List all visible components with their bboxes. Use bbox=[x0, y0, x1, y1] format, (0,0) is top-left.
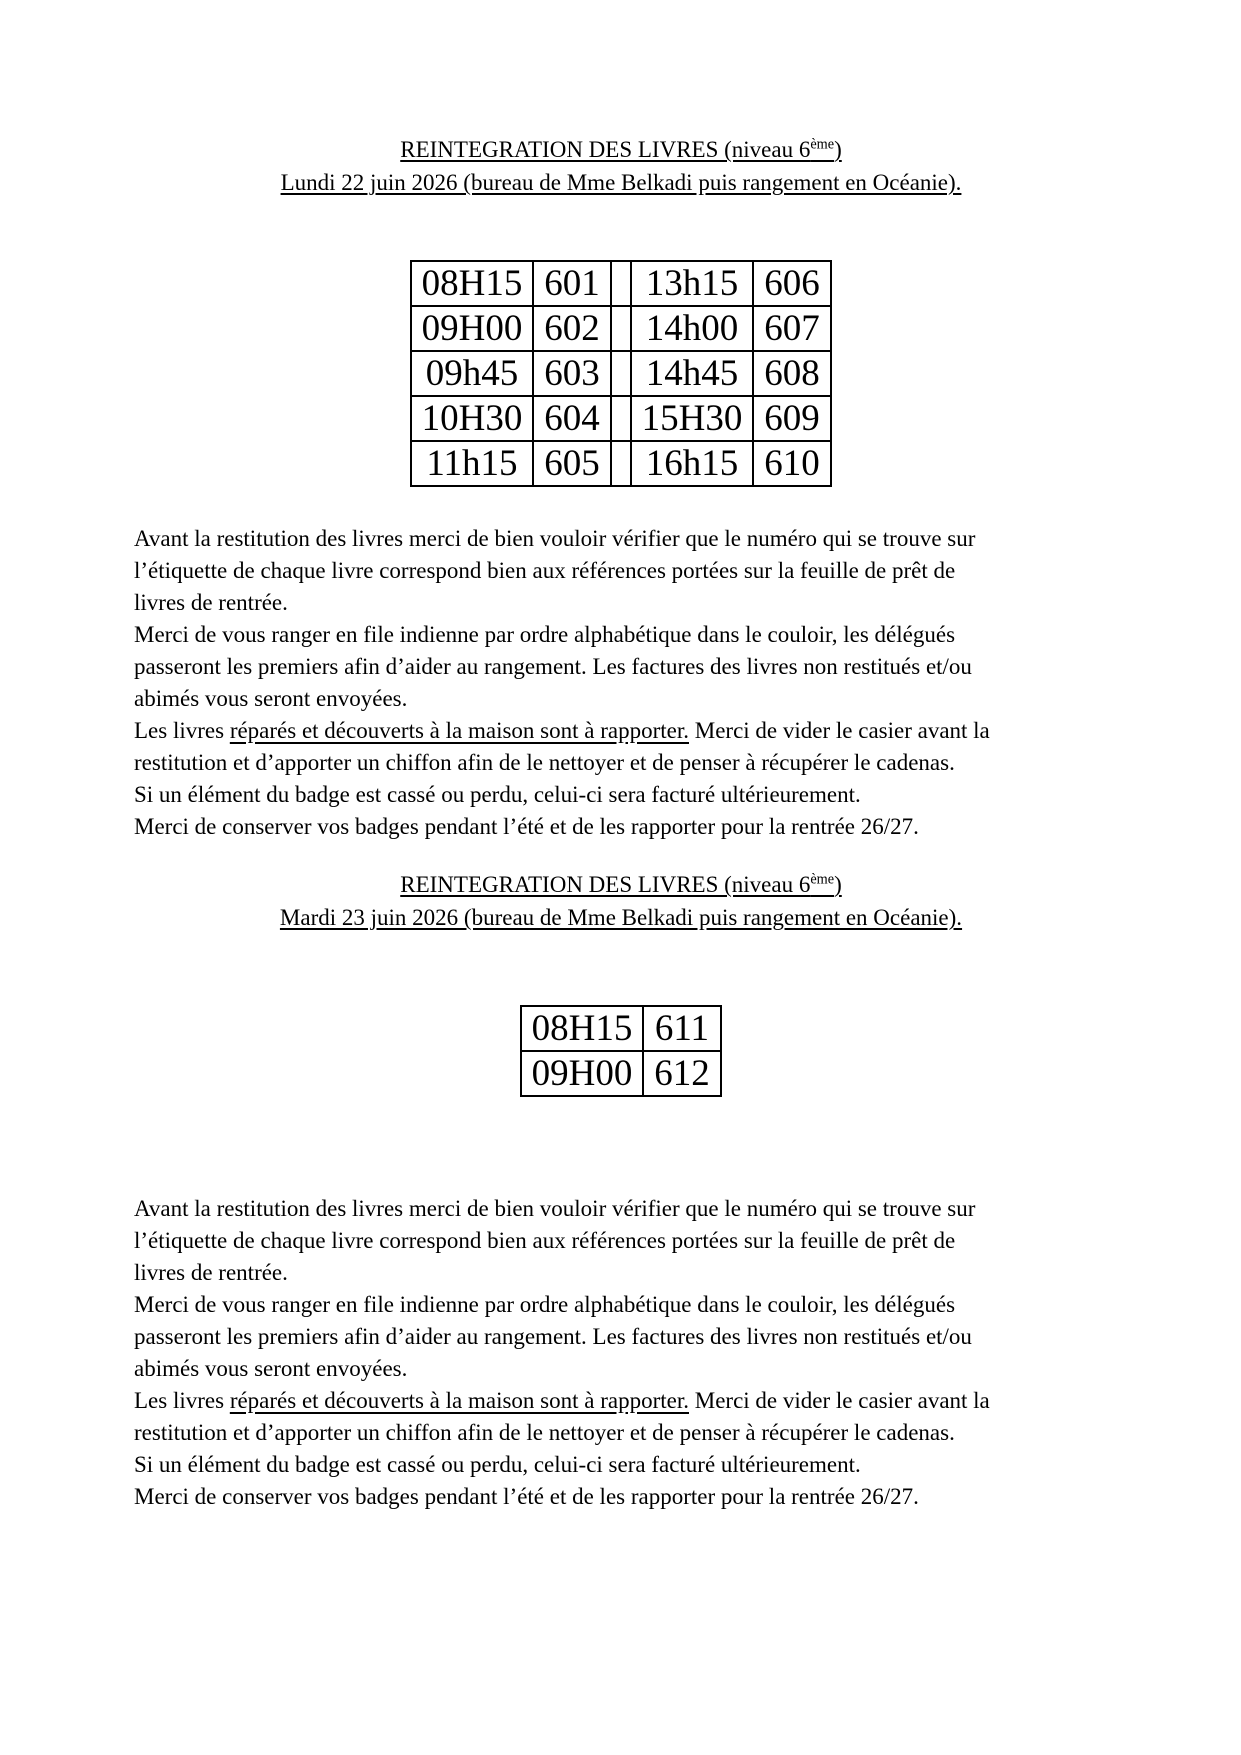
class-cell: 609 bbox=[753, 396, 831, 441]
section-title bbox=[134, 868, 1108, 901]
paragraph-line: Avant la restitution des livres merci de bien vouloir vérifier que le numéro qui se trouve sur bbox=[134, 1196, 976, 1221]
paragraph-line: passeront les premiers afin d’aider au rangement. Les factures des livres non restitués et/ou bbox=[134, 1324, 972, 1349]
line-suffix: Merci de vider le casier avant la bbox=[689, 1388, 990, 1413]
time-cell: 09H00 bbox=[521, 1051, 643, 1096]
paragraph-line bbox=[134, 1385, 1108, 1417]
class-cell: 611 bbox=[643, 1006, 721, 1051]
section-date-line bbox=[134, 901, 1108, 934]
schedule-row bbox=[411, 396, 831, 441]
paragraph-line: Si un élément du badge est cassé ou perdu, celui-ci sera facturé ultérieurement. bbox=[134, 782, 861, 807]
paragraph-line: Merci de vous ranger en file indienne par ordre alphabétique dans le couloir, les délégués bbox=[134, 1292, 956, 1317]
notice-paragraph-tuesday bbox=[134, 1193, 1108, 1513]
paragraph-line: Merci de conserver vos badges pendant l’été et de les rapporter pour la rentrée 26/27. bbox=[134, 814, 919, 839]
title-close: ) bbox=[834, 872, 842, 897]
paragraph-line: Merci de conserver vos badges pendant l’été et de les rapporter pour la rentrée 26/27. bbox=[134, 1484, 919, 1509]
schedule-row bbox=[411, 261, 831, 306]
paragraph-line: livres de rentrée. bbox=[134, 1260, 288, 1285]
paragraph-line: livres de rentrée. bbox=[134, 590, 288, 615]
paragraph-line: restitution et d’apporter un chiffon afin de le nettoyer et de penser à récupérer le cadenas. bbox=[134, 750, 955, 775]
class-cell: 606 bbox=[753, 261, 831, 306]
spacer-cell bbox=[611, 351, 631, 396]
section-tuesday-title-block bbox=[134, 868, 1108, 934]
title-text: REINTEGRATION DES LIVRES (niveau 6 bbox=[400, 137, 811, 162]
underlined-phrase: réparés et découverts à la maison sont à rapporter. bbox=[229, 1388, 689, 1413]
paragraph-line: passeront les premiers afin d’aider au rangement. Les factures des livres non restitués et/ou bbox=[134, 654, 972, 679]
class-cell: 610 bbox=[753, 441, 831, 486]
time-cell: 15H30 bbox=[631, 396, 753, 441]
spacer-cell bbox=[611, 306, 631, 351]
class-cell: 604 bbox=[533, 396, 611, 441]
time-cell: 14h45 bbox=[631, 351, 753, 396]
time-cell: 13h15 bbox=[631, 261, 753, 306]
section-title bbox=[134, 133, 1108, 166]
class-cell: 605 bbox=[533, 441, 611, 486]
spacer-cell bbox=[611, 396, 631, 441]
class-cell: 601 bbox=[533, 261, 611, 306]
schedule-table-monday bbox=[410, 260, 832, 487]
line-prefix: Les livres bbox=[134, 718, 230, 743]
title-text: REINTEGRATION DES LIVRES (niveau 6 bbox=[400, 872, 811, 897]
paragraph-line: Si un élément du badge est cassé ou perdu, celui-ci sera facturé ultérieurement. bbox=[134, 1452, 861, 1477]
time-cell: 10H30 bbox=[411, 396, 533, 441]
schedule-row bbox=[521, 1006, 721, 1051]
date-text: Mardi 23 juin 2026 (bureau de Mme Belkadi puis rangement en Océanie). bbox=[279, 905, 963, 930]
class-cell: 607 bbox=[753, 306, 831, 351]
title-ordinal-sup: ème bbox=[810, 871, 835, 888]
time-cell: 11h15 bbox=[411, 441, 533, 486]
time-cell: 16h15 bbox=[631, 441, 753, 486]
paragraph-line: Avant la restitution des livres merci de bien vouloir vérifier que le numéro qui se trouve sur bbox=[134, 526, 976, 551]
time-cell: 08H15 bbox=[521, 1006, 643, 1051]
class-cell: 612 bbox=[643, 1051, 721, 1096]
paragraph-line bbox=[134, 715, 1108, 747]
section-monday bbox=[134, 133, 1108, 843]
line-prefix: Les livres bbox=[134, 1388, 230, 1413]
paragraph-line: Merci de vous ranger en file indienne par ordre alphabétique dans le couloir, les délégués bbox=[134, 622, 956, 647]
section-tuesday bbox=[134, 868, 1108, 1513]
schedule-row bbox=[521, 1051, 721, 1096]
spacer-cell bbox=[611, 441, 631, 486]
section-date-line bbox=[134, 166, 1108, 199]
title-close: ) bbox=[834, 137, 842, 162]
paragraph-line: abimés vous seront envoyées. bbox=[134, 686, 408, 711]
time-cell: 09H00 bbox=[411, 306, 533, 351]
underlined-phrase: réparés et découverts à la maison sont à rapporter. bbox=[229, 718, 689, 743]
title-ordinal-sup: ème bbox=[810, 136, 835, 153]
schedule-row bbox=[411, 441, 831, 486]
class-cell: 603 bbox=[533, 351, 611, 396]
section-monday-title-block bbox=[134, 133, 1108, 199]
paragraph-line: restitution et d’apporter un chiffon afin de le nettoyer et de penser à récupérer le cadenas. bbox=[134, 1420, 955, 1445]
paragraph-line: abimés vous seront envoyées. bbox=[134, 1356, 408, 1381]
time-cell: 09h45 bbox=[411, 351, 533, 396]
schedule-row bbox=[411, 351, 831, 396]
class-cell: 608 bbox=[753, 351, 831, 396]
notice-paragraph-monday bbox=[134, 523, 1108, 843]
schedule-row bbox=[411, 306, 831, 351]
paragraph-line: l’étiquette de chaque livre correspond bien aux références portées sur la feuille de prêt de bbox=[134, 1228, 956, 1253]
spacer-cell bbox=[611, 261, 631, 306]
paragraph-line: l’étiquette de chaque livre correspond bien aux références portées sur la feuille de prêt de bbox=[134, 558, 956, 583]
time-cell: 08H15 bbox=[411, 261, 533, 306]
date-text: Lundi 22 juin 2026 (bureau de Mme Belkadi puis rangement en Océanie). bbox=[280, 170, 962, 195]
class-cell: 602 bbox=[533, 306, 611, 351]
time-cell: 14h00 bbox=[631, 306, 753, 351]
line-suffix: Merci de vider le casier avant la bbox=[689, 718, 990, 743]
schedule-table-tuesday bbox=[520, 1005, 722, 1097]
